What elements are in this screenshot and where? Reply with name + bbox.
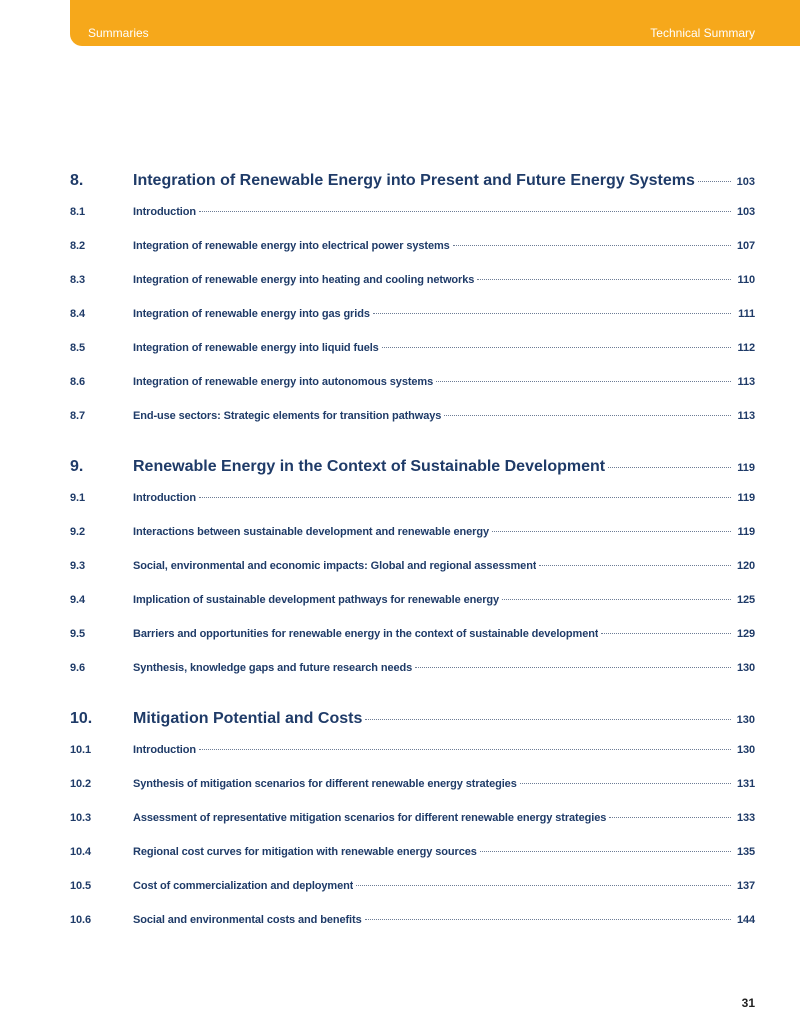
toc-chapter-row[interactable] (70, 458, 755, 492)
page-ref: 130 (736, 662, 755, 674)
dot-leader (436, 381, 731, 382)
page-ref: 103 (736, 206, 755, 218)
section-number: 8.4 (70, 308, 85, 320)
dot-leader (415, 667, 731, 668)
page-number: 31 (741, 996, 755, 1010)
section-number: 8.5 (70, 342, 85, 354)
page-ref: 119 (737, 526, 755, 538)
page-ref: 135 (736, 846, 755, 858)
chapter-number: 9. (70, 458, 84, 475)
page-ref: 110 (737, 274, 755, 286)
section-title: Interactions between sustainable development and renewable energy (133, 526, 489, 538)
chapter-title: Renewable Energy in the Context of Sustainable Development (133, 458, 606, 475)
toc-section-row[interactable] (70, 274, 755, 308)
dot-leader (373, 313, 731, 314)
section-number: 8.3 (70, 274, 85, 286)
section-number: 10.3 (70, 812, 92, 824)
header-section-label: Summaries (88, 26, 149, 40)
toc-section-row[interactable] (70, 376, 755, 410)
toc-section-row[interactable] (70, 880, 755, 914)
chapter-number: 10. (70, 710, 93, 727)
page-ref: 137 (736, 880, 755, 892)
section-number: 9.3 (70, 560, 85, 572)
toc-chapter-row[interactable] (70, 710, 755, 744)
page-ref: 112 (737, 342, 755, 354)
page-ref: 119 (737, 492, 755, 504)
dot-leader (502, 599, 731, 600)
header-chapter-label: Technical Summary (650, 26, 755, 40)
section-number: 8.7 (70, 410, 85, 422)
dot-leader (698, 181, 731, 182)
dot-leader (480, 851, 731, 852)
section-number: 10.6 (70, 914, 92, 926)
dot-leader (365, 719, 731, 720)
dot-leader (601, 633, 731, 634)
toc-section-row[interactable] (70, 560, 755, 594)
section-number: 10.5 (70, 880, 92, 892)
section-number: 9.2 (70, 526, 85, 538)
dot-leader (492, 531, 731, 532)
toc-chapter-8 (70, 172, 755, 444)
toc-section-row[interactable] (70, 342, 755, 376)
header-bar (70, 0, 800, 46)
section-title: Introduction (133, 492, 196, 504)
section-title: Barriers and opportunities for renewable energy in the context of sustainable development (133, 628, 599, 640)
dot-leader (608, 467, 731, 468)
section-number: 10.1 (70, 744, 92, 756)
section-title: End-use sectors: Strategic elements for transition pathways (133, 410, 442, 422)
section-number: 10.4 (70, 846, 92, 858)
page-ref: 119 (737, 462, 755, 474)
section-number: 9.1 (70, 492, 85, 504)
dot-leader (365, 919, 731, 920)
toc-section-row[interactable] (70, 410, 755, 444)
toc-section-row[interactable] (70, 846, 755, 880)
page-ref: 113 (737, 410, 755, 422)
toc-section-row[interactable] (70, 594, 755, 628)
toc-section-row[interactable] (70, 526, 755, 560)
section-title: Integration of renewable energy into gas grids (133, 308, 370, 320)
dot-leader (356, 885, 731, 886)
page-ref: 133 (736, 812, 755, 824)
section-number: 9.6 (70, 662, 85, 674)
section-title: Synthesis of mitigation scenarios for different renewable energy strategies (133, 778, 517, 790)
toc-chapter-10 (70, 710, 755, 948)
toc-chapter-row[interactable] (70, 172, 755, 206)
section-title: Introduction (133, 206, 196, 218)
toc-section-row[interactable] (70, 744, 755, 778)
page-ref: 130 (736, 714, 755, 726)
section-number: 8.2 (70, 240, 85, 252)
dot-leader (199, 497, 731, 498)
chapter-number: 8. (70, 172, 84, 189)
section-number: 8.6 (70, 376, 85, 388)
page-ref: 130 (736, 744, 755, 756)
page-ref: 120 (736, 560, 755, 572)
toc-section-row[interactable] (70, 914, 755, 948)
page-ref: 111 (738, 308, 755, 320)
dot-leader (609, 817, 731, 818)
dot-leader (453, 245, 731, 246)
section-number: 8.1 (70, 206, 85, 218)
toc-chapter-9 (70, 458, 755, 696)
table-of-contents (70, 172, 755, 962)
toc-section-row[interactable] (70, 492, 755, 526)
section-title: Implication of sustainable development pathways for renewable energy (133, 594, 500, 606)
toc-section-row[interactable] (70, 206, 755, 240)
section-title: Social, environmental and economic impacts: Global and regional assessment (133, 560, 537, 572)
section-title: Social and environmental costs and benefits (133, 914, 362, 926)
section-title: Synthesis, knowledge gaps and future research needs (133, 662, 413, 674)
toc-section-row[interactable] (70, 628, 755, 662)
dot-leader (477, 279, 731, 280)
page-ref: 103 (736, 176, 755, 188)
section-title: Cost of commercialization and deployment (133, 880, 354, 892)
dot-leader (382, 347, 731, 348)
section-number: 10.2 (70, 778, 92, 790)
section-title: Integration of renewable energy into electrical power systems (133, 240, 450, 252)
toc-section-row[interactable] (70, 812, 755, 846)
page-ref: 129 (736, 628, 755, 640)
section-number: 9.5 (70, 628, 85, 640)
section-number: 9.4 (70, 594, 85, 606)
section-title: Regional cost curves for mitigation with renewable energy sources (133, 846, 477, 858)
chapter-title: Integration of Renewable Energy into Present and Future Energy Systems (133, 172, 695, 189)
section-title: Assessment of representative mitigation scenarios for different renewable energy strategies (133, 812, 607, 824)
toc-section-row[interactable] (70, 308, 755, 342)
chapter-title: Mitigation Potential and Costs (133, 710, 363, 727)
toc-section-row[interactable] (70, 662, 755, 696)
page-ref: 131 (736, 778, 755, 790)
section-title: Integration of renewable energy into liquid fuels (133, 342, 379, 354)
page-ref: 107 (736, 240, 755, 252)
page-ref: 113 (737, 376, 755, 388)
dot-leader (199, 749, 731, 750)
toc-section-row[interactable] (70, 240, 755, 274)
toc-section-row[interactable] (70, 778, 755, 812)
section-title: Integration of renewable energy into autonomous systems (133, 376, 434, 388)
dot-leader (444, 415, 731, 416)
page-ref: 144 (736, 914, 755, 926)
section-title: Introduction (133, 744, 196, 756)
dot-leader (520, 783, 731, 784)
section-title: Integration of renewable energy into heating and cooling networks (133, 274, 475, 286)
dot-leader (199, 211, 731, 212)
dot-leader (539, 565, 731, 566)
page-ref: 125 (736, 594, 755, 606)
